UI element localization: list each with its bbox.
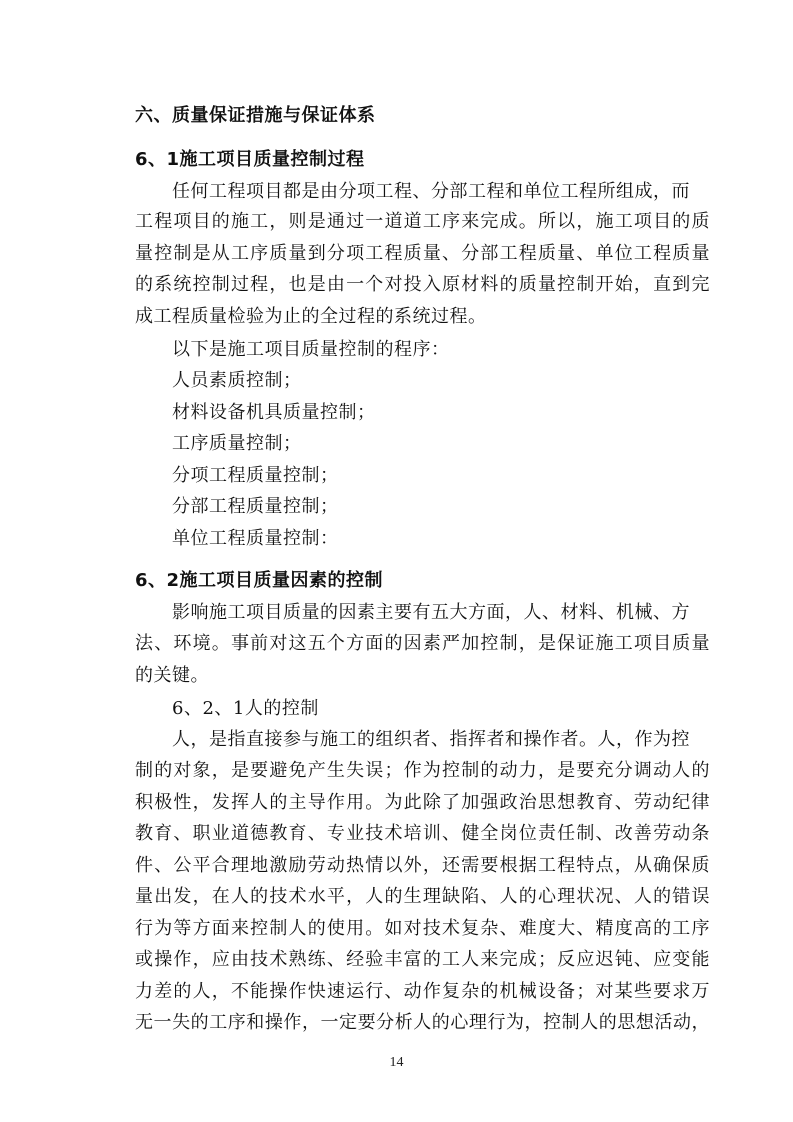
paragraph-line: 量控制是从工序质量到分项工程质量、分部工程质量、单位工程质量 <box>135 243 710 264</box>
paragraph-line: 行为等方面来控制人的使用。如对技术复杂、难度大、精度高的工序 <box>135 918 710 939</box>
paragraph-line: 任何工程项目都是由分项工程、分部工程和单位工程所组成，而 <box>172 181 690 202</box>
paragraph-line: 工程项目的施工，则是通过一道道工序来完成。所以，施工项目的质 <box>135 211 710 232</box>
paragraph-line: 积极性，发挥人的主导作用。为此除了加强政治思想教育、劳动纪律 <box>135 792 710 813</box>
subsection-heading: 6、2施工项目质量因素的控制 <box>135 570 384 591</box>
subsection-heading: 6、1施工项目质量控制过程 <box>135 149 365 170</box>
sub-subsection-heading: 6、2、1人的控制 <box>172 698 319 719</box>
procedure-intro: 以下是施工项目质量控制的程序： <box>172 339 450 360</box>
paragraph-line: 的系统控制过程，也是由一个对投入原材料的质量控制开始，直到完 <box>135 274 710 295</box>
procedure-item: 分项工程质量控制； <box>172 465 339 486</box>
paragraph-line: 人，是指直接参与施工的组织者、指挥者和操作者。人，作为控 <box>172 729 690 750</box>
paragraph-line: 量出发，在人的技术水平，人的生理缺陷、人的心理状况、人的错误 <box>135 886 710 907</box>
paragraph-line: 制的对象，是要避免产生失误；作为控制的动力，是要充分调动人的 <box>135 760 710 781</box>
procedure-item: 工序质量控制； <box>172 433 302 454</box>
page-number: 14 <box>389 1055 404 1070</box>
paragraph-line: 影响施工项目质量的因素主要有五大方面，人、材料、机械、方 <box>172 602 690 623</box>
section-title: 六、质量保证措施与保证体系 <box>135 105 376 126</box>
paragraph-line: 力差的人，不能操作快速运行、动作复杂的机械设备；对某些要求万 <box>135 981 710 1002</box>
paragraph-line: 件、公平合理地激励劳动热情以外，还需要根据工程特点，从确保质 <box>135 855 710 876</box>
paragraph-line: 成工程质量检验为止的全过程的系统过程。 <box>135 306 487 327</box>
procedure-item: 材料设备机具质量控制； <box>172 402 376 423</box>
paragraph-line: 无一失的工序和操作，一定要分析人的心理行为，控制人的思想活动， <box>135 1012 710 1033</box>
paragraph-line: 或操作，应由技术熟练、经验丰富的工人来完成；反应迟钝、应变能 <box>135 949 710 970</box>
paragraph-line: 的关键。 <box>135 665 209 686</box>
procedure-item: 分部工程质量控制； <box>172 496 339 517</box>
procedure-item: 单位工程质量控制： <box>172 528 339 549</box>
paragraph-line: 教育、职业道德教育、专业技术培训、健全岗位责任制、改善劳动条 <box>135 823 710 844</box>
paragraph-line: 法、环境。事前对这五个方面的因素严加控制，是保证施工项目质量 <box>135 633 710 654</box>
procedure-item: 人员素质控制； <box>172 370 302 391</box>
